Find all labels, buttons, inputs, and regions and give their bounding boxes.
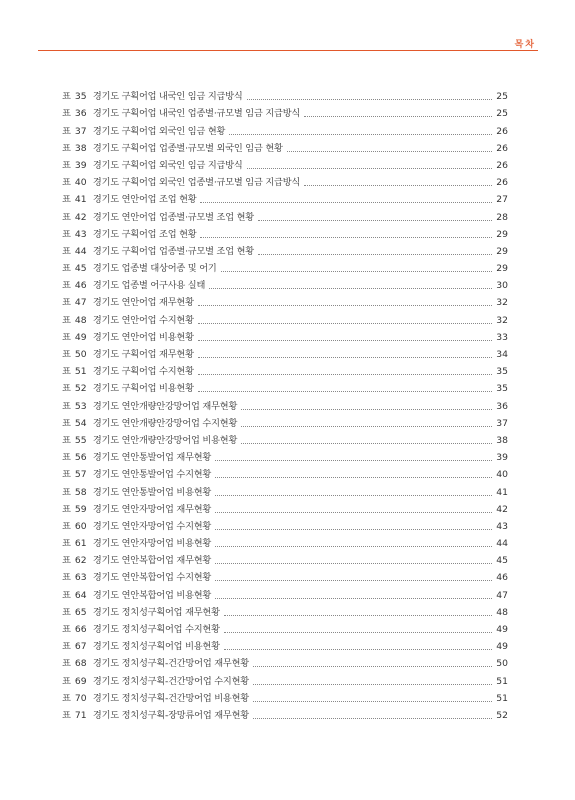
- page-header-title: 목차: [514, 40, 536, 50]
- toc-entry-leader-dots: [198, 357, 492, 358]
- toc-entry[interactable]: [62, 550, 508, 567]
- toc-entry-page-number: 26: [496, 125, 508, 137]
- toc-entry[interactable]: [62, 138, 508, 155]
- toc-entry-title: 경기도 업종별 어구사용 실태: [92, 280, 206, 292]
- toc-entry-number: 63: [74, 572, 87, 584]
- toc-entry[interactable]: [62, 533, 508, 550]
- toc-entry-leader-dots: [253, 666, 492, 667]
- toc-entry-title: 경기도 연안개량안강망어업 재무현황: [92, 400, 238, 412]
- toc-entry[interactable]: [62, 86, 508, 103]
- toc-entry-prefix: 표: [62, 469, 71, 481]
- toc-entry-leader-dots: [229, 134, 492, 135]
- toc-entry-prefix: 표: [62, 452, 71, 464]
- toc-entry-title: 경기도 정치성구획-건간망어업 비용현황: [92, 692, 249, 704]
- toc-entry-leader-dots: [215, 563, 492, 564]
- toc-entry[interactable]: [62, 275, 508, 292]
- toc-entry-number: 49: [74, 331, 87, 343]
- toc-entry[interactable]: [62, 619, 508, 636]
- toc-entry-prefix: 표: [62, 709, 71, 721]
- toc-entry-prefix: 표: [62, 142, 71, 154]
- toc-entry-leader-dots: [215, 546, 492, 547]
- toc-entry-leader-dots: [215, 460, 492, 461]
- toc-entry-number: 36: [74, 108, 87, 120]
- toc-entry-leader-dots: [247, 168, 492, 169]
- toc-entry-page-number: 50: [496, 658, 508, 670]
- toc-entry-prefix: 표: [62, 228, 71, 240]
- toc-entry-leader-dots: [215, 477, 492, 478]
- toc-entry-title: 경기도 연안복합어업 수지현황: [92, 572, 212, 584]
- toc-entry[interactable]: [62, 155, 508, 172]
- toc-entry-prefix: 표: [62, 297, 71, 309]
- toc-entry-number: 48: [74, 314, 87, 326]
- toc-entry[interactable]: [62, 653, 508, 670]
- toc-entry-title: 경기도 연안자망어업 비용현황: [92, 538, 212, 550]
- toc-entry-prefix: 표: [62, 331, 71, 343]
- toc-entry-number: 69: [74, 675, 87, 687]
- toc-entry-page-number: 32: [496, 297, 508, 309]
- toc-entry-page-number: 47: [496, 589, 508, 601]
- toc-entry[interactable]: [62, 481, 508, 498]
- toc-entry-leader-dots: [224, 649, 492, 650]
- toc-entry-title: 경기도 연안통발어업 비용현황: [92, 486, 212, 498]
- toc-entry-page-number: 38: [496, 434, 508, 446]
- toc-entry-title: 경기도 정치성구획-건간망어업 수지현황: [92, 675, 249, 687]
- toc-entry-title: 경기도 연안자망어업 재무현황: [92, 503, 212, 515]
- toc-entry-number: 66: [74, 624, 87, 635]
- toc-entry-number: 41: [74, 194, 87, 206]
- toc-entry-number: 68: [74, 658, 87, 670]
- toc-entry-prefix: 표: [62, 159, 71, 171]
- toc-entry-page-number: 36: [496, 400, 508, 412]
- toc-entry[interactable]: [62, 447, 508, 464]
- toc-entry-page-number: 25: [496, 91, 508, 103]
- toc-entry-prefix: 표: [62, 606, 71, 618]
- toc-entry-prefix: 표: [62, 194, 71, 206]
- toc-entry-title: 경기도 연안어업 수지현황: [92, 314, 194, 326]
- toc-entry-leader-dots: [241, 426, 492, 427]
- toc-entry-number: 71: [74, 709, 87, 721]
- toc-entry[interactable]: [62, 430, 508, 447]
- toc-entry-prefix: 표: [62, 383, 71, 395]
- toc-entry[interactable]: [62, 636, 508, 653]
- toc-entry-page-number: 43: [496, 520, 508, 532]
- toc-entry-prefix: 표: [62, 125, 71, 137]
- toc-entry-prefix: 표: [62, 366, 71, 378]
- toc-entry[interactable]: [62, 378, 508, 395]
- toc-entry-title: 경기도 연안통발어업 재무현황: [92, 452, 212, 464]
- toc-entry-prefix: 표: [62, 624, 71, 635]
- toc-entry-number: 54: [74, 417, 87, 429]
- toc-entry-title: 경기도 구획어업 수지현황: [92, 366, 194, 378]
- toc-entry-leader-dots: [304, 116, 492, 117]
- toc-entry-page-number: 40: [496, 469, 508, 481]
- toc-entry-title: 경기도 구획어업 업종별·규모별 조업 현황: [92, 245, 254, 257]
- toc-entry-leader-dots: [200, 237, 492, 238]
- toc-entry-number: 56: [74, 452, 87, 464]
- toc-entry-prefix: 표: [62, 400, 71, 412]
- toc-entry-title: 경기도 구획어업 업종별·규모별 외국인 임금 현황: [92, 142, 283, 154]
- toc-entry-leader-dots: [253, 684, 492, 685]
- toc-entry-prefix: 표: [62, 486, 71, 498]
- toc-entry-number: 40: [74, 177, 87, 189]
- toc-entry-page-number: 48: [496, 606, 508, 618]
- toc-entry-title: 경기도 구획어업 재무현황: [92, 349, 194, 360]
- toc-entry-prefix: 표: [62, 314, 71, 326]
- toc-entry-number: 39: [74, 159, 87, 171]
- toc-entry-prefix: 표: [62, 658, 71, 670]
- toc-entry-prefix: 표: [62, 211, 71, 223]
- toc-entry-page-number: 26: [496, 177, 508, 189]
- toc-entry-page-number: 28: [496, 211, 508, 223]
- toc-entry-title: 경기도 구획어업 비용현황: [92, 383, 194, 395]
- toc-entry-title: 경기도 정치성구획어업 수지현황: [92, 624, 220, 635]
- toc-entry-number: 46: [74, 280, 87, 292]
- toc-entry-page-number: 51: [496, 692, 508, 704]
- toc-entry-number: 50: [74, 349, 87, 360]
- toc-entry-page-number: 30: [496, 280, 508, 292]
- toc-entry[interactable]: [62, 413, 508, 430]
- toc-entry[interactable]: [62, 567, 508, 584]
- toc-entry-page-number: 27: [496, 194, 508, 206]
- toc-entry-page-number: 37: [496, 417, 508, 429]
- toc-entry-number: 70: [74, 692, 87, 704]
- toc-entry-page-number: 45: [496, 555, 508, 567]
- toc-entry-title: 경기도 연안복합어업 비용현황: [92, 589, 212, 601]
- toc-entry-page-number: 29: [496, 263, 508, 275]
- toc-entry-leader-dots: [209, 288, 492, 289]
- toc-entry-prefix: 표: [62, 520, 71, 532]
- toc-entry-page-number: 35: [496, 383, 508, 395]
- toc-entry-number: 47: [74, 297, 87, 309]
- toc-entry-title: 경기도 구획어업 내국인 임금 지급방식: [92, 91, 243, 103]
- toc-entry-number: 59: [74, 503, 87, 515]
- toc-entry[interactable]: [62, 464, 508, 481]
- toc-entry-number: 43: [74, 228, 87, 240]
- toc-entry-number: 58: [74, 486, 87, 498]
- toc-entry-prefix: 표: [62, 108, 71, 120]
- toc-entry-prefix: 표: [62, 675, 71, 687]
- toc-entry-title: 경기도 구획어업 외국인 업종별·규모별 임금 지급방식: [92, 177, 301, 189]
- toc-entry-title: 경기도 정치성구획-장망류어업 재무현황: [92, 709, 249, 721]
- toc-entry-page-number: 35: [496, 366, 508, 378]
- toc-entry-number: 44: [74, 245, 87, 257]
- toc-entry[interactable]: [62, 705, 508, 722]
- toc-entry-title: 경기도 구획어업 조업 현황: [92, 228, 197, 240]
- toc-entry-leader-dots: [198, 374, 492, 375]
- toc-entry-number: 45: [74, 263, 87, 275]
- toc-entry-prefix: 표: [62, 692, 71, 704]
- toc-entry-leader-dots: [200, 202, 492, 203]
- toc-entry[interactable]: [62, 189, 508, 206]
- toc-entry-prefix: 표: [62, 572, 71, 584]
- toc-entry[interactable]: [62, 516, 508, 533]
- toc-entry-number: 65: [74, 606, 87, 618]
- toc-entry-page-number: 29: [496, 245, 508, 257]
- toc-entry-number: 60: [74, 520, 87, 532]
- toc-entry-leader-dots: [258, 254, 492, 255]
- toc-entry-number: 57: [74, 469, 87, 481]
- toc-entry[interactable]: [62, 258, 508, 275]
- toc-entry-leader-dots: [241, 443, 492, 444]
- toc-entry[interactable]: [62, 327, 508, 344]
- toc-entry-leader-dots: [304, 185, 492, 186]
- toc-entry-title: 경기도 연안개량안강망어업 수지현황: [92, 417, 238, 429]
- toc-entry-page-number: 41: [496, 486, 508, 498]
- toc-entry[interactable]: [62, 241, 508, 258]
- toc-entry-title: 경기도 연안복합어업 재무현황: [92, 555, 212, 567]
- toc-entry-leader-dots: [258, 220, 492, 221]
- toc-entry-number: 42: [74, 211, 87, 223]
- toc-entry-prefix: 표: [62, 91, 71, 103]
- toc-entry-prefix: 표: [62, 589, 71, 601]
- toc-entry[interactable]: [62, 224, 508, 241]
- toc-entry-leader-dots: [198, 340, 492, 341]
- toc-entry-prefix: 표: [62, 434, 71, 446]
- toc-entry-prefix: 표: [62, 417, 71, 429]
- toc-entry-page-number: 52: [496, 709, 508, 721]
- toc-entry-title: 경기도 업종별 대상어종 및 어기: [92, 263, 217, 275]
- toc-entry[interactable]: [62, 584, 508, 601]
- toc-entry-page-number: 32: [496, 314, 508, 326]
- toc-entry-leader-dots: [215, 529, 492, 530]
- toc-entry-number: 37: [74, 125, 87, 137]
- toc-entry-page-number: 25: [496, 108, 508, 120]
- toc-entry-title: 경기도 구획어업 외국인 임금 현황: [92, 125, 226, 137]
- toc-entry-page-number: 26: [496, 159, 508, 171]
- toc-entry-page-number: 44: [496, 538, 508, 550]
- toc-entry-page-number: 42: [496, 503, 508, 515]
- toc-entry-number: 64: [74, 589, 87, 601]
- toc-entry-leader-dots: [198, 323, 492, 324]
- toc-entry-title: 경기도 정치성구획-건간망어업 재무현황: [92, 658, 249, 670]
- toc-entry-page-number: 49: [496, 624, 508, 635]
- toc-entry-title: 경기도 구획어업 내국인 업종별·규모별 임금 지급방식: [92, 108, 301, 120]
- toc-entry-leader-dots: [241, 409, 492, 410]
- toc-entry[interactable]: [62, 120, 508, 137]
- toc-entry-leader-dots: [198, 391, 492, 392]
- toc-entry-prefix: 표: [62, 503, 71, 515]
- toc-entry-leader-dots: [224, 632, 492, 633]
- toc-entry-leader-dots: [287, 151, 492, 152]
- toc-entry-title: 경기도 연안개량안강망어업 비용현황: [92, 434, 238, 446]
- toc-entry-title: 경기도 연안어업 업종별·규모별 조업 현황: [92, 211, 254, 223]
- toc-entry-title: 경기도 정치성구획어업 비용현황: [92, 641, 220, 653]
- toc-entry[interactable]: [62, 344, 508, 361]
- toc-entry-title: 경기도 정치성구획어업 재무현황: [92, 606, 220, 618]
- toc-entry-title: 경기도 연안통발어업 수지현황: [92, 469, 212, 481]
- toc-entry-title: 경기도 연안어업 비용현황: [92, 331, 194, 343]
- toc-entry-leader-dots: [215, 580, 492, 581]
- toc-entry-page-number: 46: [496, 572, 508, 584]
- toc-entry-number: 35: [74, 91, 87, 103]
- toc-entry-leader-dots: [215, 495, 492, 496]
- toc-entry-page-number: 33: [496, 331, 508, 343]
- toc-entry-prefix: 표: [62, 538, 71, 550]
- toc-entry-prefix: 표: [62, 555, 71, 567]
- toc-entry[interactable]: [62, 395, 508, 412]
- toc-entry-number: 53: [74, 400, 87, 412]
- toc-entry[interactable]: [62, 499, 508, 516]
- toc-entry-leader-dots: [224, 615, 492, 616]
- toc-entry-number: 61: [74, 538, 87, 550]
- toc-entry-prefix: 표: [62, 641, 71, 653]
- toc-entry[interactable]: [62, 602, 508, 619]
- toc-entry-prefix: 표: [62, 280, 71, 292]
- toc-entry[interactable]: [62, 103, 508, 120]
- toc-entry[interactable]: [62, 688, 508, 705]
- toc-entry-title: 경기도 구획어업 외국인 임금 지급방식: [92, 159, 243, 171]
- toc-entry-page-number: 34: [496, 349, 508, 360]
- toc-entry-title: 경기도 연안어업 조업 현황: [92, 194, 197, 206]
- toc-entry[interactable]: [62, 309, 508, 326]
- toc-entry-page-number: 49: [496, 641, 508, 653]
- toc-entry[interactable]: [62, 670, 508, 687]
- toc-entry-prefix: 표: [62, 245, 71, 257]
- toc-entry-leader-dots: [215, 512, 492, 513]
- toc-entry-prefix: 표: [62, 349, 71, 360]
- table-of-contents-list: [62, 86, 508, 722]
- toc-entry-page-number: 29: [496, 228, 508, 240]
- toc-entry[interactable]: [62, 361, 508, 378]
- toc-entry-page-number: 26: [496, 142, 508, 154]
- toc-entry-leader-dots: [198, 305, 492, 306]
- toc-entry-title: 경기도 연안어업 재무현황: [92, 297, 194, 309]
- toc-entry-prefix: 표: [62, 177, 71, 189]
- toc-entry[interactable]: [62, 206, 508, 223]
- toc-entry-leader-dots: [221, 271, 492, 272]
- toc-entry-prefix: 표: [62, 263, 71, 275]
- toc-entry-leader-dots: [253, 718, 492, 719]
- toc-entry-leader-dots: [247, 99, 492, 100]
- toc-entry-number: 38: [74, 142, 87, 154]
- toc-entry-number: 52: [74, 383, 87, 395]
- toc-entry-number: 51: [74, 366, 87, 378]
- toc-entry-leader-dots: [215, 598, 492, 599]
- toc-entry-title: 경기도 연안자망어업 수지현황: [92, 520, 212, 532]
- toc-entry-number: 62: [74, 555, 87, 567]
- toc-entry-page-number: 51: [496, 675, 508, 687]
- toc-entry-page-number: 39: [496, 452, 508, 464]
- toc-entry-number: 55: [74, 434, 87, 446]
- toc-entry-leader-dots: [253, 701, 492, 702]
- toc-entry[interactable]: [62, 172, 508, 189]
- toc-entry-number: 67: [74, 641, 87, 653]
- toc-entry[interactable]: [62, 292, 508, 309]
- header-divider: [38, 50, 538, 51]
